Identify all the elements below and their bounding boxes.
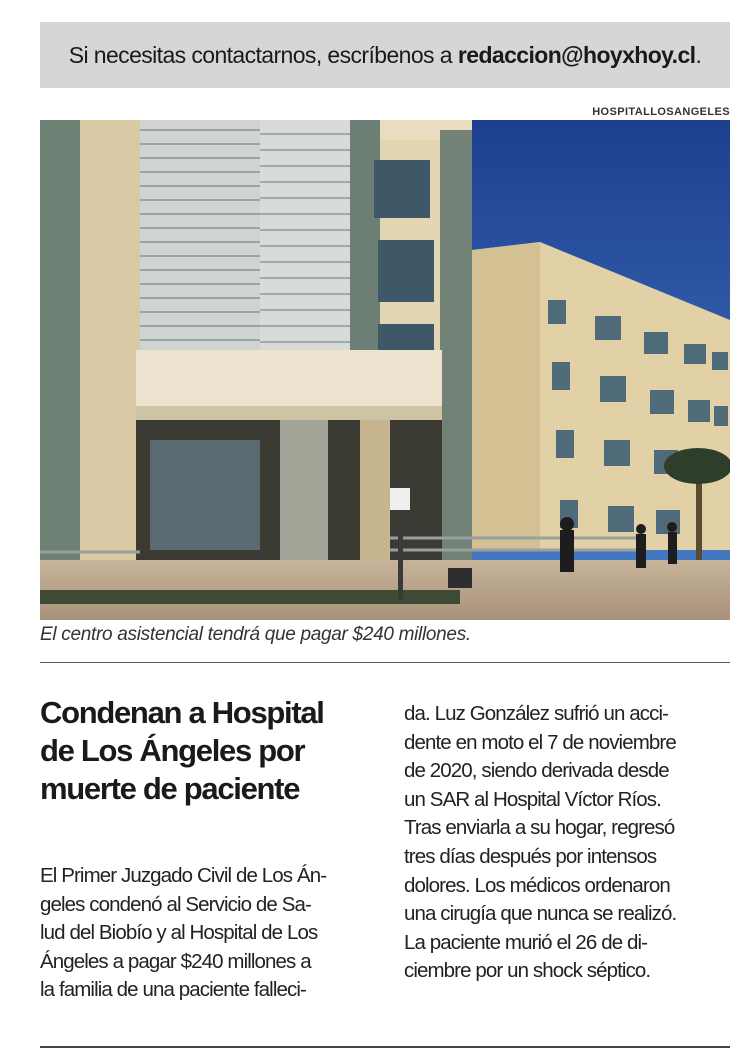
headline-line: Condenan a Hospital <box>40 695 324 730</box>
contact-text: Si necesitas contactarnos, escríbenos a <box>68 41 452 68</box>
article-body-right-column <box>404 700 734 986</box>
body-line: Tras enviarla a su hogar, regresó <box>404 816 675 840</box>
article-body-left-column <box>40 862 370 1005</box>
body-line: La paciente murió el 26 de di- <box>404 930 648 954</box>
body-line: una cirugía que nunca se realizó. <box>404 902 677 926</box>
contact-email-link[interactable]: redaccion@hoyxhoy.cl <box>457 41 696 68</box>
photo-credit: HOSPITALLOSANGELES <box>592 106 730 118</box>
divider-line <box>40 662 730 663</box>
body-line: un SAR al Hospital Víctor Ríos. <box>404 787 661 811</box>
contact-period: . <box>695 41 702 68</box>
headline-line: de Los Ángeles por <box>40 733 305 768</box>
bottom-divider-line <box>40 1046 730 1048</box>
body-line: dolores. Los médicos ordenaron <box>404 873 670 897</box>
body-line: geles condenó al Servicio de Sa- <box>40 892 311 916</box>
article-headline <box>40 694 370 808</box>
body-line: tres días después por intensos <box>404 844 657 868</box>
contact-bar <box>40 22 730 88</box>
body-line: lud del Biobío y al Hospital de Los <box>40 921 318 945</box>
photo-caption: El centro asistencial tendrá que pagar $240 millones. <box>40 624 471 645</box>
body-line: El Primer Juzgado Civil de Los Án- <box>40 864 327 887</box>
body-line: Ángeles a pagar $240 millones a <box>40 949 311 973</box>
headline-line: muerte de paciente <box>40 771 300 806</box>
body-line: dente en moto el 7 de noviembre <box>404 730 676 754</box>
body-line: la familia de una paciente falleci- <box>40 978 306 1002</box>
hospital-building-image <box>40 120 730 620</box>
body-line: ciembre por un shock séptico. <box>404 959 651 983</box>
body-line: de 2020, siendo derivada desde <box>404 759 669 783</box>
body-line: da. Luz González sufrió un acci- <box>404 702 669 725</box>
hospital-photo <box>40 120 730 620</box>
